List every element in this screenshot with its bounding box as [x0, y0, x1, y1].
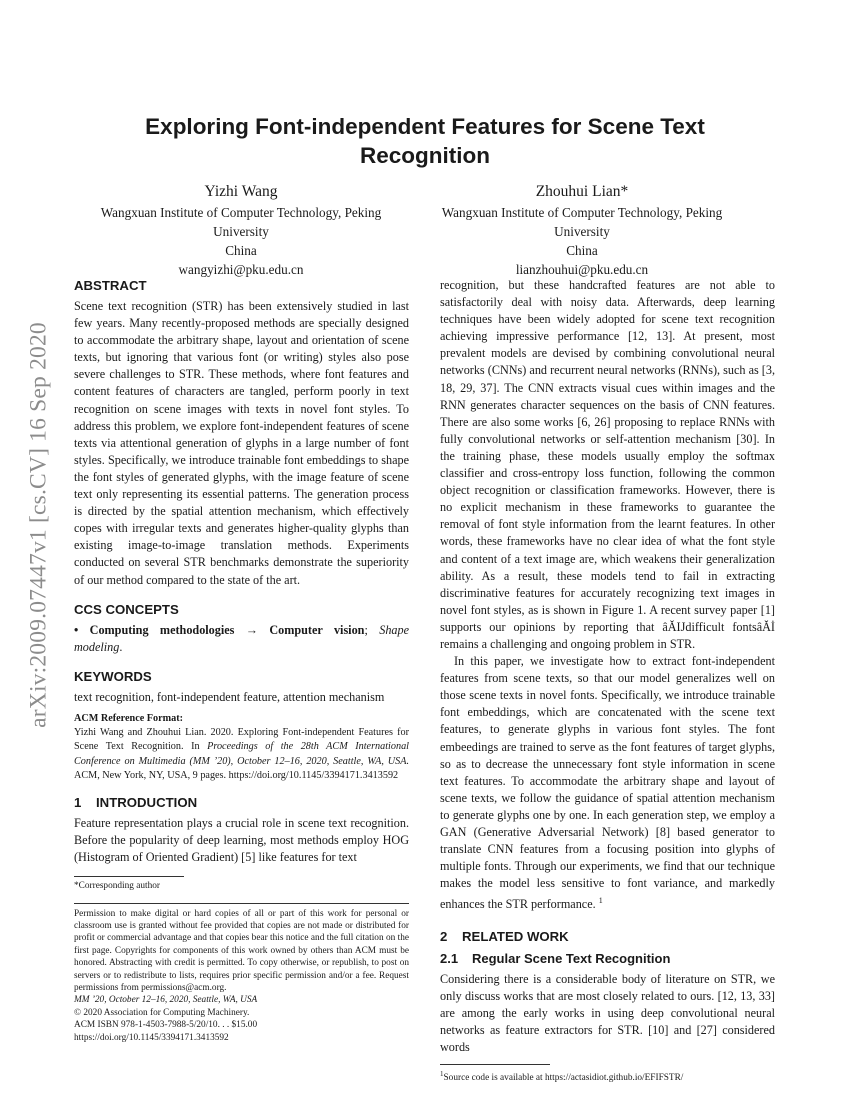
author-country: China: [566, 243, 598, 258]
conference-line: MM ’20, October 12–16, 2020, Seattle, WA, USA: [74, 995, 258, 1006]
author-email: wangyizhi@pku.edu.cn: [178, 262, 304, 277]
left-column: [74, 277, 409, 1044]
intro-heading: 1 INTRODUCTION: [74, 794, 198, 810]
author-block-2: [417, 182, 747, 279]
author-affiliation-cont: University: [213, 224, 269, 239]
permission-notice: Permission to make digital or hard copies of all or part of this work for personal or classroom use is granted without fee provided that copies are not made or distributed for profit or commercial advantage and that copies bear this notice and the full citation on the first page. Copyrights for components of this work owned by others than ACM must be honored. Abstracting with credit is permitted. To copy otherwise, or republish, to post on servers or to redistribute to lists, requires prior specific permission and/or a fee. Request permissions from permissions@acm.org.: [74, 908, 409, 993]
abstract-heading: ABSTRACT: [74, 278, 147, 293]
author-email: lianzhouhui@pku.edu.cn: [515, 262, 649, 277]
title-line-1: Exploring Font-independent Features for Scene Text: [145, 114, 705, 139]
permission-rule: [74, 903, 409, 904]
author-block-1: [76, 182, 406, 279]
intro-paragraph-start: Feature representation plays a crucial role in scene text recognition. Before the popularity of deep learning, most methods employ HOG (Histogram of Oriented Gradient) [5] like features for text: [74, 815, 409, 865]
paper-title: [90, 112, 760, 170]
corresponding-author-note: *Corresponding author: [74, 881, 160, 892]
footnote-section: [440, 1064, 775, 1085]
doi-line: https://doi.org/10.1145/3394171.3413592: [74, 1032, 229, 1043]
right-column: [440, 277, 775, 1085]
author-affiliation-cont: University: [554, 224, 610, 239]
acm-reference: [74, 712, 409, 784]
author-affiliation: Wangxuan Institute of Computer Technology, Peking: [100, 205, 382, 220]
author-country: China: [225, 243, 257, 258]
author-name: Zhouhui Lian*: [535, 183, 629, 200]
keywords-heading: KEYWORDS: [74, 668, 152, 684]
footnote-area: [74, 876, 409, 1044]
source-code-footnote: $^1$Source code is available at https://actasidiot.github.io/EFIFSTR/: [440, 1070, 684, 1084]
ccs-heading: CCS CONCEPTS: [74, 601, 179, 617]
abstract-text: Scene text recognition (STR) has been extensively studied in last few years. Many recently-proposed methods are specially designed to accommodate the arbitrary shape, layout and orientation of scene texts, but ignoring that various font (or writing) styles also pose severe challenges to STR. These methods, where font features and content features of characters are tangled, perform poorly in text recognition on scene images with texts in novel font styles. To address this problem, we explore font-independent features of scene texts via attentional generation of glyphs in a large number of font styles. Specifically, we introduce trainable font embeddings to shape the font styles of generated glyphs, with the image feature of scene text only representing its essential patterns. The generation process is directed by the spatial attention mechanism, which effectively copes with irregular texts and generates higher-quality glyphs than existing image-to-image translation methods. Experiments conducted on several STR benchmarks demonstrate the superiority of our method compared to the state of the art.: [74, 299, 409, 587]
isbn-line: ACM ISBN 978-1-4503-7988-5/20/10. . . $15.00: [74, 1020, 258, 1031]
acm-reference-heading: ACM Reference Format:: [74, 712, 183, 724]
arxiv-watermark: arXiv:2009.07447v1 [cs.CV] 16 Sep 2020: [25, 322, 52, 728]
acm-reference-text: Yizhi Wang and Zhouhui Lian. 2020. Exploring Font-independent Features for Scene Text Recognition. In Proceedings of the 28th ACM International Conference on Multimedia (MM ’20), October 12–16, 2020, Seattle, WA, USA. ACM, New York, NY, USA, 9 pages. https://doi.org/10.1145/3394171.3413592: [74, 726, 410, 782]
intro-paragraph-cont: recognition, but these handcrafted features are not able to satisfactorily deal with noisy data. Afterwards, deep learning techniques have been widely adopted for scene text recognition achieving impressive performance [12, 13]. At present, most prevalent models are devised by combining convolutional neural networks (CNNs) and recurrent neural networks (RNNs), such as [3, 18, 29, 37]. The CNN extracts visual cues within images and the RNN generates character sequences on the basis of CNN features. There are also some works [6, 26] proposing to replace RNNs with fully convolutional networks or self-attention mechanism [30]. In the training phase, these models usually employ the softmax classifier and cross-entropy loss function, following the common object recognition or classification frameworks. However, there is no explicit mechanism in these frameworks to guarantee the removal of font style information from the learnt features. In other words, these frameworks have no clear idea of what the font style and content of a text image are, which weakens their generalization ability. As a result, these models tend to fail in extracting discriminative features for accurately recognizing text images in novel font styles, as is shown in Figure 1. A recent survey paper [1] supports our opinions by reporting that âĂIJdifficult fontsâĂİ remains a challenging and ongoing problem in STR.: [440, 278, 775, 651]
related-work-heading: 2 RELATED WORK: [440, 928, 569, 944]
title-line-2: Recognition: [360, 143, 490, 168]
footnote-rule: [440, 1064, 550, 1065]
intro-paragraph-2: In this paper, we investigate how to extract font-independent features from scene texts, so that our model generalizes well on those scene texts in novel fonts. Specifically, we introduce trainable font embeddings, which are concatenated with the scene text features, to generate glyphs in various font styles. The font embeedings are trained to serve as the font features of target glyphs, so as to decrease the unnecessary font style information in scene text features. To accommodate the arbitrary shape and layout of scene texts, we follow the guidance of spatial attention mechanism to generate glyphs one by one. In each generation step, we employ a GAN (Generative Adversarial Network) [8] based generator to translate CNN features from a focusing position into glyphs of multiple fonts. Through our experiments, we find that our technique makes the model less sensitive to font variance, and markedly enhances the STR performance. $^1$: [440, 654, 775, 912]
ccs-text: • Computing methodologies → Computer vision; Shape modeling.: [74, 622, 410, 654]
keywords-text: text recognition, font-independent feature, attention mechanism: [74, 689, 385, 704]
copyright-line: © 2020 Association for Computing Machinery.: [74, 1007, 250, 1018]
related-work-paragraph: Considering there is a considerable body of literature on STR, we only discuss works that are most closely related to ours. [12, 13, 33] are among the early works in using deep convolutional neural networks as feature extractors for STR. [10] and [27] considered words: [440, 971, 775, 1054]
author-name: Yizhi Wang: [204, 183, 278, 200]
author-affiliation: Wangxuan Institute of Computer Technology, Peking: [441, 205, 723, 220]
footnote-rule: [74, 876, 184, 877]
subsection-heading: 2.1 Regular Scene Text Recognition: [440, 950, 671, 966]
